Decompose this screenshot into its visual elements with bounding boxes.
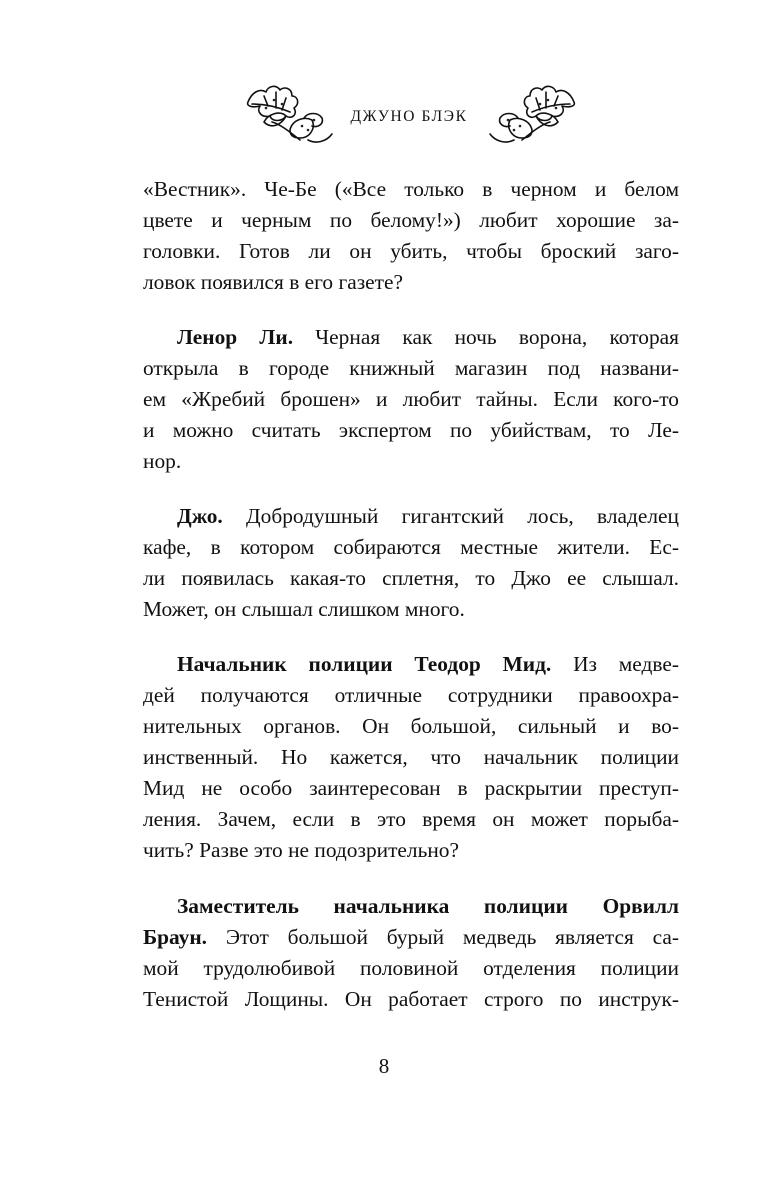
running-head-author: ДЖУНО БЛЭК [350, 108, 468, 125]
text-line: кафе, в котором собираются местные жители. Ес- [143, 535, 679, 559]
text-line: Тенистой Лощины. Он работает строго по инструк- [143, 987, 679, 1011]
text-line [143, 501, 679, 532]
text-line [143, 649, 679, 680]
text-line: нительных органов. Он большой, сильный и во- [143, 714, 679, 738]
text-line: инственный. Но кажется, что начальник полиции [143, 745, 679, 769]
text-line: открыла в городе книжный магазин под названи- [143, 356, 679, 380]
text-line: ления. Зачем, если в это время он может порыба- [143, 807, 679, 831]
character-name: Джо. [177, 504, 223, 528]
page-number: 8 [378, 1054, 390, 1078]
oak-leaves-acorn-icon [484, 78, 580, 150]
text-line: нор. [143, 449, 182, 473]
paragraph-orvill-braun [143, 891, 679, 1015]
oak-leaves-acorn-icon [242, 78, 338, 150]
text-line: чить? Разве это не подозрительно? [143, 838, 459, 862]
character-name: Браун. [143, 925, 208, 949]
text-line: дей получаются отличные сотрудники правоохра- [143, 683, 679, 707]
paragraph-lenor-li [143, 322, 679, 477]
text-line: Может, он слышал слишком много. [143, 597, 465, 621]
text-line [143, 922, 679, 953]
paragraph-teodor-mid [143, 649, 679, 866]
text-line: и можно считать экспертом по убийствам, то Ле- [143, 418, 679, 442]
paragraph-dzho [143, 501, 679, 625]
text-run: Этот большой бурый медведь является са- [207, 925, 679, 949]
text-line: ем «Жребий брошен» и любит тайны. Если кого-то [143, 387, 679, 411]
paragraph-vestnik [143, 174, 679, 298]
text-run: Добродушный гигантский лось, владелец [222, 504, 679, 528]
text-line: цвете и черным по белому!») любит хорошие за- [143, 208, 679, 232]
character-name: Заместитель начальника полиции Орвилл [177, 894, 679, 918]
character-name: Ленор Ли. [177, 325, 294, 349]
character-name: Начальник полиции Теодор Мид. [177, 652, 552, 676]
text-line: ли появилась какая-то сплетня, то Джо ее слышал. [143, 566, 679, 590]
text-run: Черная как ночь ворона, которая [293, 325, 679, 349]
text-line [143, 322, 679, 353]
text-line: Мид не особо заинтересован в раскрытии преступ- [143, 776, 679, 800]
text-line: ловок появился в его газете? [143, 270, 404, 294]
text-line: мой трудолюбивой половиной отделения полиции [143, 956, 679, 980]
running-header [0, 78, 768, 158]
text-line: «Вестник». Че-Бе («Все только в черном и белом [143, 177, 679, 201]
text-run: Из медве- [551, 652, 679, 676]
text-line: головки. Готов ли он убить, чтобы броский заго- [143, 239, 679, 263]
